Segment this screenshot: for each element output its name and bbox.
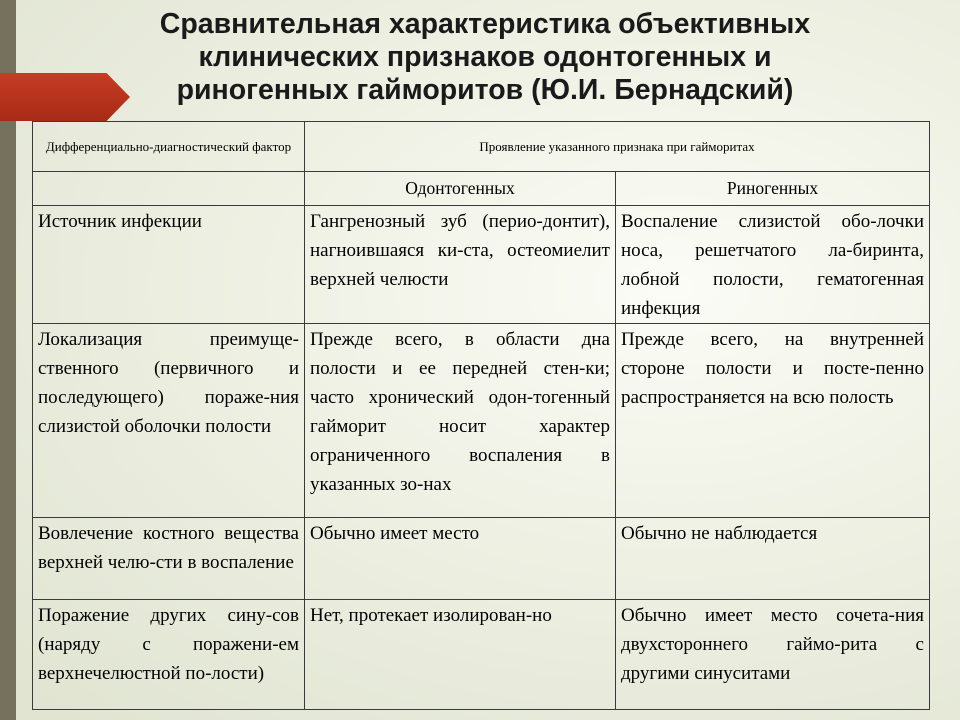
subheader-odontogenic: Одонтогенных [305,172,616,206]
subheader-empty-cell [33,172,305,206]
row-rhinogenic-cell: Воспаление слизистой обо-лочки носа, решетчатого ла-биринта, лобной полости, гематогенная инфекция [616,206,930,324]
row-factor-cell: Поражение других сину-сов (наряду с поражени-ем верхнечелюстной по-лости) [33,600,305,710]
row-factor-cell: Вовлечение костного вещества верхней челю-сти в воспаление [33,518,305,600]
header-manifestation: Проявление указанного признака при гайморитах [305,122,930,172]
table-row [33,518,930,600]
row-factor-cell: Локализация преимуще-ственного (первичного и последующего) пораже-ния слизистой оболочки полости [33,324,305,518]
row-factor-cell: Источник инфекции [33,206,305,324]
table-row [33,206,930,324]
slide-title-line-3: риногенных гайморитов (Ю.И. Бернадский) [176,74,794,106]
table-row [33,324,930,518]
comparison-table [32,121,930,710]
slide-title-line-2: клинических признаков одонтогенных и [198,41,772,73]
slide-title-line-1: Сравнительная характеристика объективных [159,8,811,40]
header-factor: Дифференциально-диагностический фактор [33,122,305,172]
table-header-row [33,122,930,172]
table-subheader-row [33,172,930,206]
slide-title [100,8,870,107]
row-rhinogenic-cell: Обычно не наблюдается [616,518,930,600]
row-odontogenic-cell: Нет, протекает изолирован-но [305,600,616,710]
row-rhinogenic-cell: Обычно имеет место сочета-ния двухстороннего гаймо-рита с другими синуситами [616,600,930,710]
row-odontogenic-cell: Прежде всего, в области дна полости и ее передней стен-ки; часто хронический одон-тогенный гайморит носит характер ограниченного воспаления в указанных зо-нах [305,324,616,518]
subheader-rhinogenic: Риногенных [616,172,930,206]
table-row [33,600,930,710]
row-rhinogenic-cell: Прежде всего, на внутренней стороне полости и посте-пенно распространяется на всю полость [616,324,930,518]
row-odontogenic-cell: Гангренозный зуб (перио-донтит), нагноившаяся ки-ста, остеомиелит верхней челюсти [305,206,616,324]
row-odontogenic-cell: Обычно имеет место [305,518,616,600]
